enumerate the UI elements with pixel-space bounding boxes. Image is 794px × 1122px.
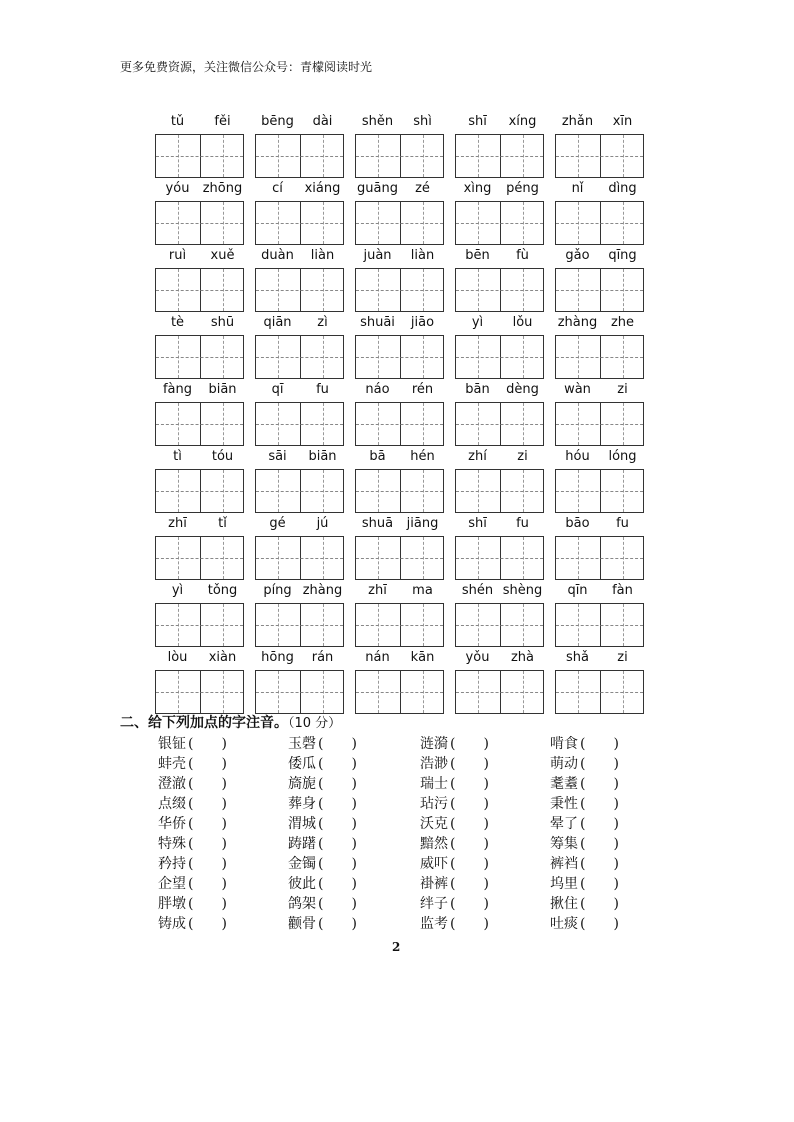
answer-blank[interactable]: ( ) <box>450 856 489 872</box>
writing-boxes <box>155 134 645 178</box>
word-text: 鸽架 <box>288 896 316 912</box>
pinyin-syllable: dài <box>312 114 333 129</box>
word-text: 瑞士 <box>420 776 448 792</box>
pinyin-syllable: qīn <box>567 583 588 598</box>
writing-boxes <box>155 201 645 245</box>
pinyin-syllable: lǒu <box>512 315 533 330</box>
pinyin-syllable: juàn <box>363 248 392 263</box>
writing-box[interactable] <box>355 134 444 178</box>
answer-blank[interactable]: ( ) <box>188 896 227 912</box>
word-row <box>158 753 648 773</box>
word-text: 金镯 <box>288 856 316 872</box>
writing-box[interactable] <box>155 469 244 513</box>
word-row <box>158 833 648 853</box>
writing-boxes <box>155 670 645 714</box>
pinyin-line <box>155 114 645 132</box>
pinyin-line <box>155 650 645 668</box>
answer-blank[interactable]: ( ) <box>450 796 489 812</box>
word-item <box>550 793 619 813</box>
pinyin-syllable: jú <box>316 516 329 531</box>
pinyin-syllable: shén <box>461 583 494 598</box>
pinyin-line <box>155 315 645 333</box>
word-list <box>158 733 648 933</box>
pinyin-syllable: zi <box>617 382 628 397</box>
word-text: 胖墩 <box>158 896 186 912</box>
answer-blank[interactable]: ( ) <box>580 836 619 852</box>
word-item <box>420 733 489 753</box>
pinyin-syllable: rén <box>411 382 434 397</box>
pinyin-syllable: shū <box>210 315 235 330</box>
pinyin-syllable: bēn <box>465 248 490 263</box>
writing-box[interactable] <box>455 536 544 580</box>
writing-box[interactable] <box>455 335 544 379</box>
word-text: 绊子 <box>420 896 448 912</box>
word-text: 葬身 <box>288 796 316 812</box>
pinyin-syllable: zhàng <box>302 583 343 598</box>
writing-box[interactable] <box>555 134 644 178</box>
pinyin-syllable: náo <box>365 382 390 397</box>
answer-blank[interactable]: ( ) <box>318 756 357 772</box>
answer-blank[interactable]: ( ) <box>188 856 227 872</box>
word-text: 沃克 <box>420 816 448 832</box>
writing-box[interactable] <box>355 268 444 312</box>
writing-box[interactable] <box>355 402 444 446</box>
word-item <box>158 813 227 833</box>
answer-blank[interactable]: ( ) <box>318 856 357 872</box>
pinyin-syllable: shèng <box>502 583 543 598</box>
pinyin-row <box>155 315 645 382</box>
pinyin-syllable: tì <box>173 449 182 464</box>
writing-box[interactable] <box>355 603 444 647</box>
writing-box[interactable] <box>355 335 444 379</box>
word-row <box>158 873 648 893</box>
pinyin-syllable: gé <box>269 516 286 531</box>
pinyin-syllable: rán <box>311 650 334 665</box>
pinyin-syllable: zhe <box>610 315 635 330</box>
word-text: 铸成 <box>158 916 186 932</box>
pinyin-syllable: yì <box>471 315 484 330</box>
answer-blank[interactable]: ( ) <box>188 836 227 852</box>
answer-blank[interactable]: ( ) <box>188 776 227 792</box>
pinyin-syllable: fu <box>616 516 629 531</box>
word-item <box>420 813 489 833</box>
word-text: 涟漪 <box>420 736 448 752</box>
pinyin-syllable: dèng <box>506 382 539 397</box>
pinyin-line <box>155 382 645 400</box>
pinyin-syllable: qīng <box>608 248 637 263</box>
word-text: 华侨 <box>158 816 186 832</box>
pinyin-syllable: bān <box>465 382 490 397</box>
answer-blank[interactable]: ( ) <box>318 816 357 832</box>
pinyin-syllable: hén <box>410 449 435 464</box>
answer-blank[interactable]: ( ) <box>188 736 227 752</box>
pinyin-syllable: shuāi <box>360 315 395 330</box>
pinyin-syllable: ma <box>412 583 433 598</box>
pinyin-row <box>155 382 645 449</box>
word-row <box>158 853 648 873</box>
writing-box[interactable] <box>255 670 344 714</box>
pinyin-row <box>155 650 645 717</box>
writing-box[interactable] <box>255 134 344 178</box>
pinyin-syllable: nán <box>365 650 390 665</box>
writing-box[interactable] <box>555 335 644 379</box>
pinyin-syllable: fěi <box>214 114 231 129</box>
writing-box[interactable] <box>155 268 244 312</box>
writing-box[interactable] <box>155 134 244 178</box>
pinyin-syllable: zhī <box>368 583 387 598</box>
pinyin-syllable: zhǎn <box>561 114 594 129</box>
word-row <box>158 813 648 833</box>
word-item <box>288 853 357 873</box>
answer-blank[interactable]: ( ) <box>450 756 489 772</box>
writing-box[interactable] <box>455 670 544 714</box>
pinyin-syllable: zhàng <box>557 315 598 330</box>
pinyin-syllable: wàn <box>564 382 591 397</box>
answer-blank[interactable]: ( ) <box>580 796 619 812</box>
pinyin-syllable: zi <box>517 449 528 464</box>
word-item <box>550 733 619 753</box>
pinyin-syllable: lóng <box>608 449 637 464</box>
writing-box[interactable] <box>155 335 244 379</box>
pinyin-syllable: hóu <box>565 449 590 464</box>
pinyin-syllable: gǎo <box>565 248 590 263</box>
word-text: 坞里 <box>550 876 578 892</box>
pinyin-syllable: shěn <box>361 114 394 129</box>
writing-box[interactable] <box>455 201 544 245</box>
word-item <box>288 733 357 753</box>
page-number: 2 <box>392 940 401 954</box>
writing-box[interactable] <box>155 536 244 580</box>
word-text: 颧骨 <box>288 916 316 932</box>
writing-box[interactable] <box>555 603 644 647</box>
writing-box[interactable] <box>355 536 444 580</box>
pinyin-syllable: biān <box>308 449 337 464</box>
writing-box[interactable] <box>555 268 644 312</box>
word-row <box>158 773 648 793</box>
writing-box[interactable] <box>355 469 444 513</box>
pinyin-syllable: péng <box>506 181 539 196</box>
answer-blank[interactable]: ( ) <box>580 916 619 932</box>
pinyin-syllable: zhī <box>168 516 187 531</box>
word-item <box>288 793 357 813</box>
pinyin-syllable: yǒu <box>465 650 490 665</box>
word-item <box>420 873 489 893</box>
answer-blank[interactable]: ( ) <box>318 896 357 912</box>
writing-box[interactable] <box>355 201 444 245</box>
pinyin-syllable: guāng <box>357 181 398 196</box>
answer-blank[interactable]: ( ) <box>450 736 489 752</box>
answer-blank[interactable]: ( ) <box>580 896 619 912</box>
pinyin-syllable: shǎ <box>566 650 589 665</box>
pinyin-syllable: fàng <box>162 382 193 397</box>
answer-blank[interactable]: ( ) <box>450 776 489 792</box>
writing-boxes <box>155 335 645 379</box>
word-item <box>420 893 489 913</box>
pinyin-line <box>155 449 645 467</box>
answer-blank[interactable]: ( ) <box>580 756 619 772</box>
writing-boxes <box>155 268 645 312</box>
pinyin-syllable: shī <box>468 516 487 531</box>
word-item <box>288 873 357 893</box>
word-item <box>550 773 619 793</box>
answer-blank[interactable]: ( ) <box>450 816 489 832</box>
word-text: 点缀 <box>158 796 186 812</box>
pinyin-syllable: fu <box>316 382 329 397</box>
writing-box[interactable] <box>155 402 244 446</box>
answer-blank[interactable]: ( ) <box>450 876 489 892</box>
pinyin-row <box>155 583 645 650</box>
answer-blank[interactable]: ( ) <box>580 816 619 832</box>
writing-box[interactable] <box>555 402 644 446</box>
word-text: 浩渺 <box>420 756 448 772</box>
word-text: 秉性 <box>550 796 578 812</box>
pinyin-syllable: jiāo <box>410 315 435 330</box>
writing-box[interactable] <box>155 201 244 245</box>
pinyin-syllable: bā <box>369 449 386 464</box>
word-text: 晕了 <box>550 816 578 832</box>
writing-box[interactable] <box>255 335 344 379</box>
word-text: 蚌壳 <box>158 756 186 772</box>
word-text: 玷污 <box>420 796 448 812</box>
writing-box[interactable] <box>255 469 344 513</box>
pinyin-row <box>155 516 645 583</box>
pinyin-syllable: tǒng <box>207 583 238 598</box>
word-text: 企望 <box>158 876 186 892</box>
word-item <box>550 813 619 833</box>
word-item <box>550 833 619 853</box>
answer-blank[interactable]: ( ) <box>318 876 357 892</box>
writing-box[interactable] <box>455 134 544 178</box>
pinyin-syllable: yì <box>171 583 184 598</box>
word-text: 揪住 <box>550 896 578 912</box>
pinyin-syllable: tǐ <box>218 516 227 531</box>
word-item <box>158 913 227 933</box>
pinyin-syllable: tóu <box>211 449 234 464</box>
answer-blank[interactable]: ( ) <box>580 776 619 792</box>
pinyin-syllable: zé <box>415 181 430 196</box>
writing-box[interactable] <box>555 469 644 513</box>
pinyin-syllable: cí <box>272 181 283 196</box>
pinyin-syllable: xiáng <box>304 181 341 196</box>
pinyin-syllable: shì <box>413 114 432 129</box>
word-item <box>288 893 357 913</box>
word-item <box>420 853 489 873</box>
word-text: 澄澈 <box>158 776 186 792</box>
word-item <box>550 913 619 933</box>
word-item <box>420 753 489 773</box>
word-text: 啃食 <box>550 736 578 752</box>
pinyin-syllable: bāo <box>565 516 590 531</box>
pinyin-row <box>155 248 645 315</box>
page-header: 更多免费资源，关注微信公众号：青檬阅读时光 <box>120 60 373 74</box>
writing-box[interactable] <box>155 603 244 647</box>
pinyin-row <box>155 449 645 516</box>
pinyin-line <box>155 181 645 199</box>
pinyin-syllable: duàn <box>261 248 294 263</box>
answer-blank[interactable]: ( ) <box>318 916 357 932</box>
word-text: 矜持 <box>158 856 186 872</box>
pinyin-syllable: xīn <box>612 114 633 129</box>
answer-blank[interactable]: ( ) <box>318 796 357 812</box>
writing-box[interactable] <box>555 670 644 714</box>
answer-blank[interactable]: ( ) <box>188 876 227 892</box>
pinyin-syllable: qiān <box>263 315 292 330</box>
word-text: 裤裆 <box>550 856 578 872</box>
word-item <box>288 773 357 793</box>
pinyin-syllable: píng <box>263 583 292 598</box>
pinyin-syllable: fu <box>516 516 529 531</box>
pinyin-syllable: shuā <box>361 516 394 531</box>
word-text: 倭瓜 <box>288 756 316 772</box>
word-row <box>158 893 648 913</box>
pinyin-syllable: tǔ <box>170 114 185 129</box>
word-text: 萌动 <box>550 756 578 772</box>
pinyin-syllable: zì <box>317 315 328 330</box>
writing-boxes <box>155 536 645 580</box>
word-item <box>158 853 227 873</box>
word-item <box>420 793 489 813</box>
word-text: 渭城 <box>288 816 316 832</box>
word-item <box>288 913 357 933</box>
answer-blank[interactable]: ( ) <box>188 816 227 832</box>
pinyin-syllable: xiàn <box>208 650 237 665</box>
word-item <box>420 773 489 793</box>
writing-box[interactable] <box>555 201 644 245</box>
pinyin-syllable: zhí <box>468 449 487 464</box>
word-item <box>158 733 227 753</box>
writing-box[interactable] <box>255 603 344 647</box>
writing-box[interactable] <box>555 536 644 580</box>
word-row <box>158 793 648 813</box>
answer-blank[interactable]: ( ) <box>318 836 357 852</box>
writing-box[interactable] <box>255 536 344 580</box>
word-item <box>158 793 227 813</box>
answer-blank[interactable]: ( ) <box>450 836 489 852</box>
word-item <box>158 893 227 913</box>
word-item <box>288 833 357 853</box>
pinyin-syllable: xuě <box>210 248 235 263</box>
pinyin-syllable: lòu <box>167 650 188 665</box>
word-text: 威吓 <box>420 856 448 872</box>
word-text: 黯然 <box>420 836 448 852</box>
pinyin-row <box>155 181 645 248</box>
answer-blank[interactable]: ( ) <box>318 776 357 792</box>
writing-box[interactable] <box>255 201 344 245</box>
word-text: 玉磬 <box>288 736 316 752</box>
writing-box[interactable] <box>355 670 444 714</box>
pinyin-line <box>155 516 645 534</box>
word-item <box>550 753 619 773</box>
answer-blank[interactable]: ( ) <box>450 896 489 912</box>
pinyin-syllable: jiāng <box>406 516 439 531</box>
pinyin-syllable: liàn <box>310 248 335 263</box>
word-text: 耄耋 <box>550 776 578 792</box>
word-text: 吐痰 <box>550 916 578 932</box>
pinyin-syllable: liàn <box>410 248 435 263</box>
word-text: 褂裤 <box>420 876 448 892</box>
pinyin-writing-grid <box>155 114 645 717</box>
answer-blank[interactable]: ( ) <box>580 736 619 752</box>
pinyin-syllable: sāi <box>268 449 287 464</box>
pinyin-syllable: nǐ <box>571 181 584 196</box>
word-text: 踌躇 <box>288 836 316 852</box>
pinyin-syllable: xíng <box>508 114 537 129</box>
pinyin-syllable: ruì <box>168 248 187 263</box>
pinyin-syllable: fàn <box>612 583 633 598</box>
word-item <box>550 853 619 873</box>
pinyin-syllable: zhà <box>510 650 535 665</box>
section-2-title <box>120 712 341 732</box>
word-text: 银钲 <box>158 736 186 752</box>
pinyin-syllable: zhōng <box>202 181 243 196</box>
word-item <box>550 893 619 913</box>
word-item <box>288 753 357 773</box>
writing-box[interactable] <box>255 268 344 312</box>
answer-blank[interactable]: ( ) <box>580 856 619 872</box>
word-item <box>420 833 489 853</box>
pinyin-syllable: hōng <box>261 650 294 665</box>
writing-box[interactable] <box>455 402 544 446</box>
pinyin-syllable: dìng <box>608 181 637 196</box>
writing-boxes <box>155 469 645 513</box>
word-item <box>158 833 227 853</box>
pinyin-syllable: yóu <box>165 181 190 196</box>
pinyin-syllable: tè <box>170 315 185 330</box>
writing-boxes <box>155 402 645 446</box>
word-text: 筹集 <box>550 836 578 852</box>
word-item <box>288 813 357 833</box>
writing-box[interactable] <box>455 469 544 513</box>
word-item <box>158 773 227 793</box>
word-text: 监考 <box>420 916 448 932</box>
pinyin-syllable: shī <box>468 114 487 129</box>
writing-box[interactable] <box>455 603 544 647</box>
pinyin-line <box>155 583 645 601</box>
section-2-score: （10 分） <box>288 716 342 731</box>
section-2-heading: 二、给下列加点的字注音。 <box>120 715 288 731</box>
writing-boxes <box>155 603 645 647</box>
pinyin-line <box>155 248 645 266</box>
word-item <box>420 913 489 933</box>
pinyin-syllable: bēng <box>261 114 294 129</box>
word-item <box>158 873 227 893</box>
answer-blank[interactable]: ( ) <box>318 736 357 752</box>
pinyin-syllable: zi <box>617 650 628 665</box>
pinyin-syllable: fù <box>516 248 529 263</box>
word-item <box>158 753 227 773</box>
answer-blank[interactable]: ( ) <box>188 916 227 932</box>
writing-box[interactable] <box>155 670 244 714</box>
writing-box[interactable] <box>455 268 544 312</box>
pinyin-row <box>155 114 645 181</box>
word-row <box>158 913 648 933</box>
answer-blank[interactable]: ( ) <box>188 756 227 772</box>
pinyin-syllable: biān <box>208 382 237 397</box>
word-text: 特殊 <box>158 836 186 852</box>
writing-box[interactable] <box>255 402 344 446</box>
word-row <box>158 733 648 753</box>
answer-blank[interactable]: ( ) <box>188 796 227 812</box>
word-text: 彼此 <box>288 876 316 892</box>
pinyin-syllable: qī <box>271 382 284 397</box>
word-item <box>550 873 619 893</box>
word-text: 旖旎 <box>288 776 316 792</box>
pinyin-syllable: kān <box>410 650 435 665</box>
pinyin-syllable: xìng <box>463 181 492 196</box>
answer-blank[interactable]: ( ) <box>450 916 489 932</box>
answer-blank[interactable]: ( ) <box>580 876 619 892</box>
